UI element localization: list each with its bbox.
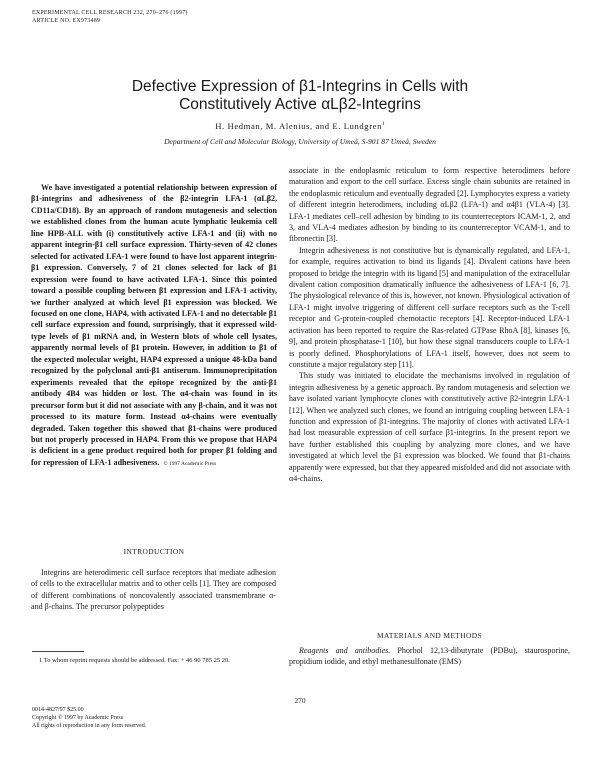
abstract-text: We have investigated a potential relationship between expression of β1-integrins and adhesiveness of the β2-integrin LFA-1 (αLβ2, CD11a/CD18). By an approach of random mutagenesis and selection we established clones from the human acute lymphatic leukemia cell line HPB-ALL with (i) constitutively active LFA-1 and (ii) with no apparent integrin-β1 cell surface expression. Thirty-seven of 42 clones selected for activated LFA-1 were found to have lost apparent integrin-β1 expression. Conversely, 7 of 21 clones selected for lack of β1 expression were found to have activated LFA-1. Since this pointed toward a possible coupling between β1 expression and LFA-1 activity, we further analyzed at which level β1 expression was blocked. We focused on one clone, HAP4, with activated LFA-1 and no detectable β1 cell surface expression and found, surprisingly, that it expressed wild-type levels of β1 mRNA and, in Western blots of whole cell lysates, apparently normal levels of β1 protein. However, in addition to β1 of the expected molecular weight, HAP4 expressed a unique 48-kDa band recognized by the polyclonal anti-β1 antiserum. Immunoprecipitation experiments revealed that the epitope recognized by the anti-β1 antibody 4B4 was hidden or lost. The α4-chain was found in its precursor form but it did not associate with any β-chain, and it was not processed to its mature form. Instead α4-chains were eventually degraded. Taken together this showed that β1-chains were produced but not properly processed in HAP4. From this we propose that HAP4 is deficient in a gene product required both for proper β1 folding and for repression of LFA-1 adhesiveness. — [31, 183, 277, 467]
methods-subhead: Reagents and antibodies. — [299, 646, 391, 655]
right-paragraph-1: associate in the endoplasmic reticulum to form respective heterodimers before maturation and export to the cell surface. Excess single chain subunits are retained in the endoplasmic reticulum and eventually degraded [2]. Lymphocytes express a variety of different integrin heterodimers, including αLβ2 (LFA-1) and α4β1 (VLA-4) [3]. LFA-1 mediates cell–cell adhesion by binding to its counterreceptors ICAM-1, 2, and 3, and VLA-4 mediates adhesion by binding to its counterreceptor VCAM-1, and to fibronectin [3]. — [289, 166, 570, 244]
authors: H. Hedman, M. Alenius, and E. Lundgren — [215, 121, 382, 131]
right-paragraph-2: Integrin adhesiveness is not constitutive but is dynamically regulated, and LFA-1, for example, requires activation to bind its ligands [4]. Divalent cations have been proposed to bridge the integrin with its ligand [5] and manipulation of the extracellular divalent cation composition dramatically influence the adhesiveness of LFA-1 [6, 7]. The physiological relevance of this is, however, not known. Physiological activation of LFA-1 might involve triggering of different cell surface receptors such as the T-cell receptor and G-protein-coupled chemotactic receptors [4]. Receptor-induced LFA-1 activation has been reported to require the Ras-related GTPase RhoA [8], kinases [6, 9], and protein phosphatase-1 [10], but how these signal transducers couple to LFA-1 is poorly defined. Phosphorylations of LFA-1 itself, however, does not seem to constitute a major regulatory step [11]. — [289, 245, 570, 369]
author-line — [40, 121, 560, 131]
footnote-rule — [32, 651, 84, 652]
abstract — [31, 182, 277, 470]
introduction-paragraph: Integrins are heterodimeric cell surface receptors that mediate adhesion of cells to the extracellular matrix and to other cells [1]. They are composed of different combinations of noncovalently associated transmembrane α- and β-chains. The precursor polypeptides — [31, 568, 276, 612]
publisher-copyright: Copyright © 1997 by Academic Press — [32, 715, 124, 721]
rights-statement: All rights of reproduction in any form reserved. — [32, 723, 147, 729]
methods-heading: MATERIALS AND METHODS — [377, 631, 482, 640]
right-paragraph-3: This study was initiated to elucidate the mechanisms involved in regulation of integrin adhesiveness by a genetic approach. By random mutagenesis and selection we have isolated variant lymphocyte clones with constitutively active β2-integrin LFA-1 [12]. When we analyzed such clones, we found an intriguing coupling between LFA-1 function and expression of β1-integrins. The majority of clones with activated LFA-1 had lost measurable expression of cell surface β1-integrins. In the present report we have further established this coupling by analyzing more clones, and we have investigated at which level the β1 expression was blocked. We found that β1-chains apparently were expressed, but that they appeared misfolded and did not associate with α4-chains. — [289, 371, 570, 483]
methods-paragraph — [289, 645, 570, 668]
issn-price: 0014-4827/97 $25.00 — [32, 707, 84, 713]
journal-line: EXPERIMENTAL CELL RESEARCH 232, 270–276 (1997) — [32, 10, 188, 16]
methods-text — [289, 645, 570, 668]
page-number: 270 — [294, 696, 306, 705]
title-line-1: Defective Expression of β1-Integrins in Cells with — [131, 78, 469, 95]
abstract-copyright: © 1997 Academic Press — [163, 460, 217, 467]
introduction-heading: INTRODUCTION — [123, 547, 185, 556]
affiliation: Department of Cell and Molecular Biology, University of Umeå, S-901 87 Umeå, Sweden — [164, 137, 436, 146]
author-footnote-mark: 1 — [381, 121, 385, 128]
copyright-block — [32, 706, 146, 730]
article-number: ARTICLE NO. EX973489 — [32, 18, 101, 24]
journal-header — [32, 9, 188, 25]
methods-body: Phorbol 12,13-dibutyrate (PDBu), staurosporine, propidium iodide, and ethyl methanesulfonate (EMS) — [289, 646, 570, 667]
introduction-text — [31, 567, 276, 613]
title-line-2: Constitutively Active αLβ2-Integrins — [179, 96, 421, 113]
footnote: 1 To whom reprint requests should be addressed. Fax: + 46 90 785 25 20. — [39, 657, 230, 664]
article-title — [40, 78, 560, 114]
right-column — [289, 165, 570, 484]
